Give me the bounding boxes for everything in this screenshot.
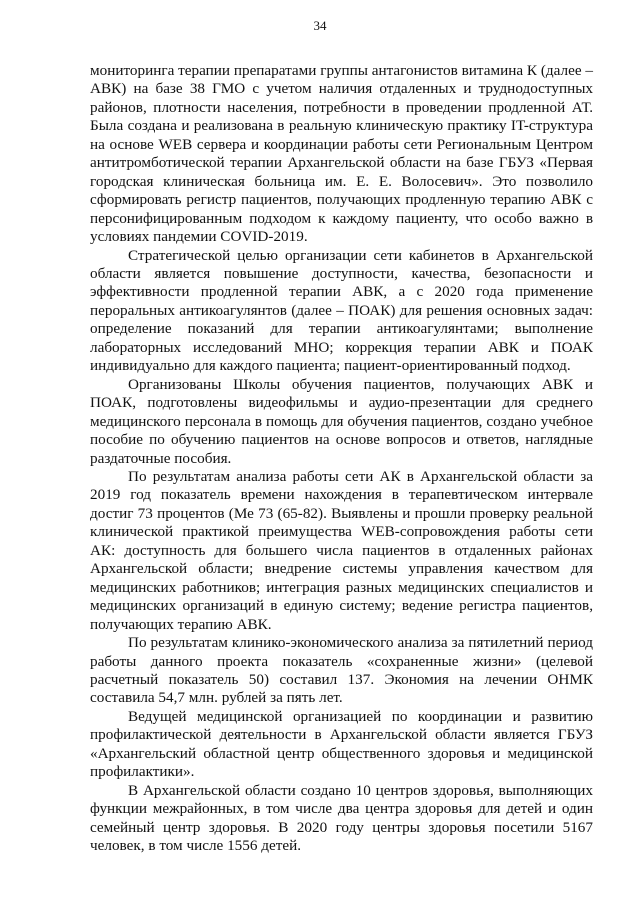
- paragraph-leading-organization: Ведущей медицинской организацией по координации и развитию профилактической деятельности в Архангельской области является ГБУЗ «Архангельский областной центр общественного здоровья и медицинской профилактики».: [90, 707, 593, 781]
- paragraph-patient-schools: Организованы Школы обучения пациентов, получающих АВК и ПОАК, подготовлены видеофильмы и аудио-презентации для среднего медицинского персонала в помощь для обучения пациентов, создано учебное пособие по обучению пациентов на основе вопросов и ответов, наглядные раздаточные пособия.: [90, 375, 593, 467]
- paragraph-continuation: мониторинга терапии препаратами группы антагонистов витамина К (далее – АВК) на базе 38 ГМО с учетом наличия отдаленных и труднодоступных районов, плотности населения, потребности в проведении продленной АТ. Была создана и реализована в реальную клиническую практику IT-структура на основе WEB сервера и координации работы сети Региональным Центром антитромботической терапии Архангельской области на базе ГБУЗ «Первая городская клиническая больница им. Е. Е. Волосевич». Это позволило сформировать регистр пациентов, получающих продленную терапию АВК с персонифицированным подходом к каждому пациенту, что особо важно в условиях пандемии COVID-2019.: [90, 62, 593, 246]
- paragraph-strategic-goal: Стратегической целью организации сети кабинетов в Архангельской области является повышение доступности, качества, безопасности и эффективности продленной терапии АВК, а с 2020 года применение пероральных антикоагулянтов (далее – ПОАК) для решения основных задач: определение показаний для терапии антикоагулянтами; выполнение лабораторных исследований МНО; коррекция терапии АВК и ПОАК индивидуально для каждого пациента; пациент-ориентированный подход.: [90, 246, 593, 375]
- document-body: [90, 62, 593, 855]
- paragraph-economic-analysis: По результатам клинико-экономического анализа за пятилетний период работы данного проекта показатель «сохраненные жизни» (целевой расчетный показатель 50) составил 137. Экономия на лечении ОНМК составила 54,7 млн. рублей за пять лет.: [90, 634, 593, 707]
- paragraph-health-centers: В Архангельской области создано 10 центров здоровья, выполняющих функции межрайонных, в том числе два центра здоровья для детей и один семейный центр здоровья. В 2020 году центры здоровья посетили 5167 человек, в том числе 1556 детей.: [90, 781, 593, 855]
- paragraph-analysis-results: По результатам анализа работы сети АК в Архангельской области за 2019 год показатель времени нахождения в терапевтическом интервале достиг 73 процентов (Ме 73 (65-82). Выявлены и прошли проверку реальной клинической практикой преимущества WEB-сопровождения работы сети АК: доступность для большего числа пациентов в отдаленных районах Архангельской области; внедрение системы управления качеством для медицинских работников; интеграция разных медицинских специалистов и медицинских организаций в единую систему; ведение регистра пациентов, получающих терапию АВК.: [90, 467, 593, 633]
- page-number: 34: [313, 18, 327, 33]
